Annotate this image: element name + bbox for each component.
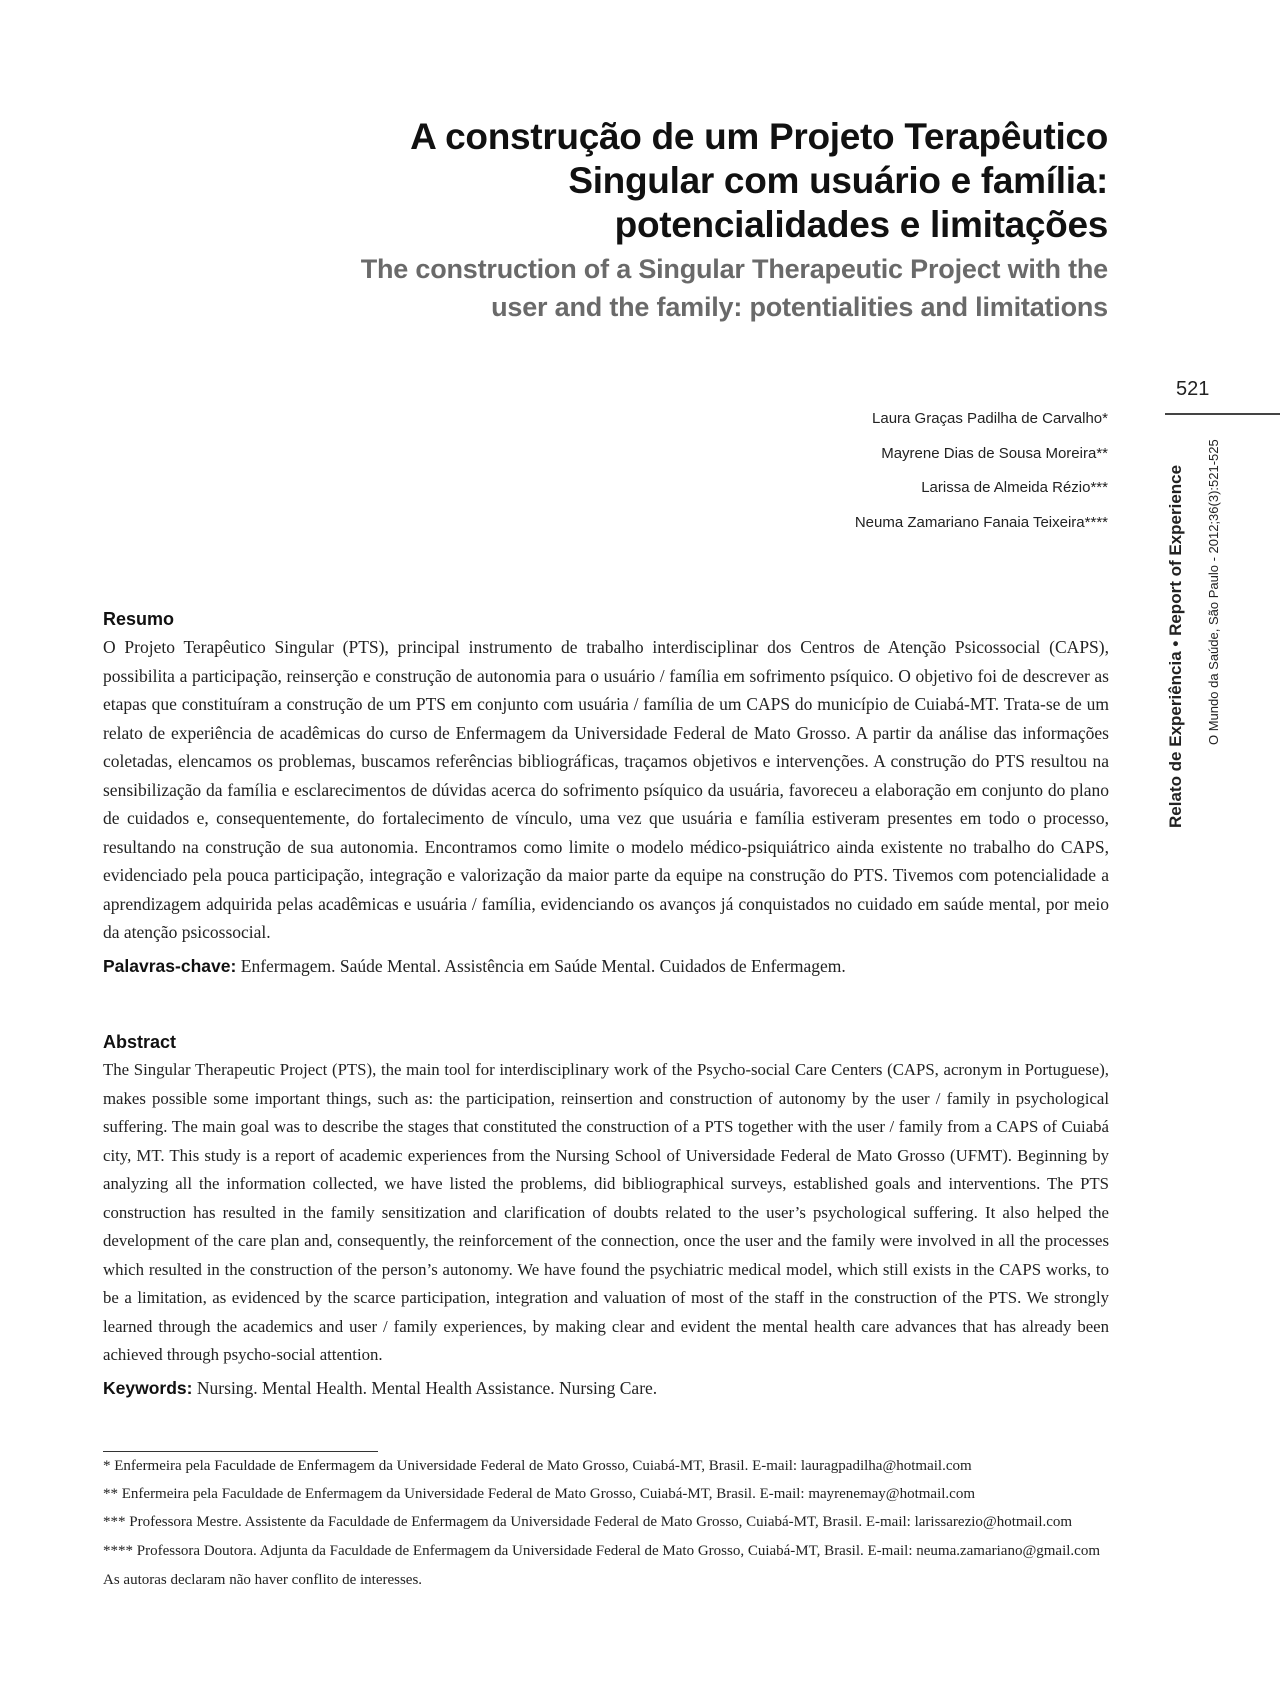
resumo-section	[103, 609, 1109, 977]
footnote: **** Professora Doutora. Adjunta da Faculdade de Enfermagem da Universidade Federal de Mato Grosso, Cuiabá-MT, Brasil. E-mail: neuma.zamariano@gmail.com	[103, 1543, 1100, 1559]
footnote: * Enfermeira pela Faculdade de Enfermagem da Universidade Federal de Mato Grosso, Cuiabá-MT, Brasil. E-mail: lauragpadilha@hotmail.com	[103, 1458, 972, 1474]
abstract-text: The Singular Therapeutic Project (PTS), the main tool for interdisciplinary work of the Psycho-social Care Centers (CAPS, acronym in Portuguese), makes possible some important things, such as: the participation, reinsertion and construction of autonomy by the user / family in psychological suffering. The main goal was to describe the stages that constituted the construction of a PTS together with the user / family from a CAPS of Cuiabá city, MT. This study is a report of academic experiences from the Nursing School of Universidade Federal de Mato Grosso (UFMT). Beginning by analyzing all the information collected, we have listed the problems, did bibliographical surveys, established goals and interventions. The PTS construction has resulted in the family sensitization and clarification of doubts related to the user’s psychological suffering. It also helped the development of the care plan and, consequently, the reinforcement of the connection, once the user and the family were involved in all the processes which resulted in the construction of the person’s autonomy. We have found the psychiatric medical model, which still exists in the CAPS works, to be a limitation, as evidenced by the scarce participation, integration and valuation of most of the staff in the construction of the PTS. We strongly learned through the academics and user / family experiences, by making clear and evident the mental health care advances that has already been achieved through psycho-social attention.	[103, 1060, 1109, 1364]
author-name: Neuma Zamariano Fanaia Teixeira****	[854, 513, 1108, 531]
keywords-label: Palavras-chave:	[103, 955, 237, 976]
resumo-keywords	[103, 956, 1109, 977]
footnote: ** Enfermeira pela Faculdade de Enfermagem da Universidade Federal de Mato Grosso, Cuiabá-MT, Brasil. E-mail: mayrenemay@hotmail.com	[103, 1486, 975, 1502]
footnotes	[103, 1456, 1109, 1599]
page-number-rule	[1165, 413, 1280, 415]
author-name: Laura Graças Padilha de Carvalho*	[872, 410, 1108, 427]
title-pt-line: A construção de um Projeto Terapêutico	[410, 116, 1108, 157]
keywords-label: Keywords:	[103, 1377, 193, 1398]
author-name: Larissa de Almeida Rézio***	[921, 479, 1108, 496]
title-english	[108, 250, 1108, 326]
resumo-text: O Projeto Terapêutico Singular (PTS), principal instrumento de trabalho interdisciplinar dos Centros de Atenção Psicossocial (CAPS), possibilita a participação, reinserção e construção de autonomia para o usuário / família em sofrimento psíquico. O objetivo foi de descrever as etapas que constituíram a construção de um PTS em conjunto com usuária / família de um CAPS do município de Cuiabá-MT. Trata-se de um relato de experiência de acadêmicas do curso de Enfermagem da Universidade Federal de Mato Grosso. A partir da análise das informações coletadas, elencamos os problemas, buscamos referências bibliográficas, traçamos objetivos e intervenções. A construção do PTS resultou na sensibilização da família e esclarecimentos de dúvidas acerca do sofrimento psíquico da usuária, favoreceu a elaboração em conjunto do plano de cuidados e, consequentemente, do fortalecimento de vínculo, uma vez que usuária e família estiveram presentes em todo o processo, resultando na construção de sua autonomia. Encontramos como limite o modelo médico-psiquiátrico ainda existente no trabalho do CAPS, evidenciado pela pouca participação, integração e valorização da maior parte da equipe na construção do PTS. Tivemos com potencialidade a aprendizagem adquirida pelas acadêmicas e usuária / família, evidenciando os avanços já conquistados no cuidado em saúde mental, por meio da atenção psicossocial.	[103, 637, 1109, 942]
title-block	[108, 115, 1108, 326]
keywords-text: Enfermagem. Saúde Mental. Assistência em Saúde Mental. Cuidados de Enfermagem.	[240, 955, 846, 976]
abstract-section	[103, 1032, 1109, 1399]
title-pt-line: Singular com usuário e família:	[568, 160, 1108, 201]
title-pt-line: potencialidades e limitações	[614, 204, 1108, 245]
author-list	[408, 402, 1108, 540]
title-portuguese	[108, 115, 1108, 247]
keywords-text: Nursing. Mental Health. Mental Health Assistance. Nursing Care.	[196, 1377, 658, 1398]
footnote-rule	[103, 1451, 378, 1452]
abstract-keywords	[103, 1378, 1109, 1399]
resumo-heading: Resumo	[103, 609, 175, 629]
footnote: *** Professora Mestre. Assistente da Faculdade de Enfermagem da Universidade Federal de Mato Grosso, Cuiabá-MT, Brasil. E-mail: larissarezio@hotmail.com	[103, 1514, 1073, 1530]
section-type-label: Relato de Experiência • Report of Experience	[1166, 464, 1185, 828]
author-name: Mayrene Dias de Sousa Moreira**	[881, 444, 1108, 462]
page-number: 521	[1176, 378, 1210, 400]
journal-citation: O Mundo da Saúde, São Paulo - 2012;36(3):521-525	[1206, 439, 1221, 745]
title-en-line: The construction of a Singular Therapeutic Project with the	[360, 254, 1108, 284]
abstract-heading: Abstract	[103, 1032, 177, 1052]
title-en-line: user and the family: potentialities and limitations	[491, 292, 1108, 322]
conflict-statement: As autoras declaram não haver conflito de interesses.	[103, 1572, 423, 1588]
